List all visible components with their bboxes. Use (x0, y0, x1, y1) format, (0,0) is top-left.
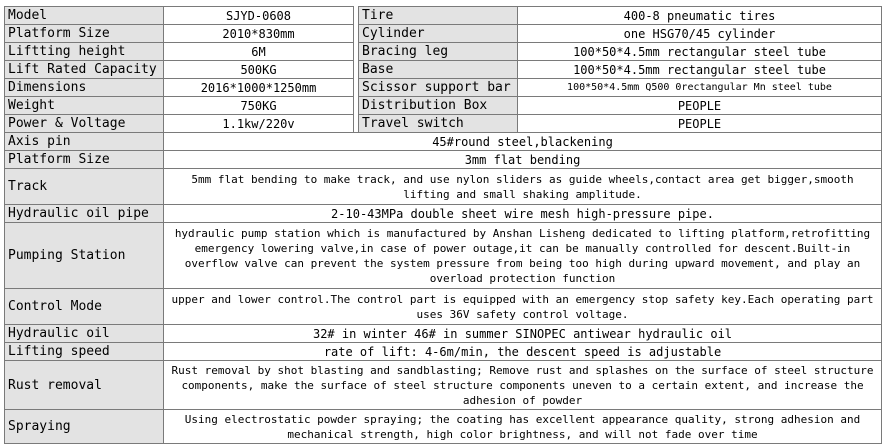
table-row (5, 151, 882, 169)
detail-label: Pumping Station (5, 223, 164, 289)
spec-label: Lift Rated Capacity (5, 61, 164, 79)
spec-sheet (4, 6, 881, 444)
detail-label: Platform Size (5, 151, 164, 169)
spec-value: 100*50*4.5mm rectangular steel tube (518, 43, 882, 61)
spec-value: 1.1kw/220v (164, 115, 354, 133)
spec-value: 100*50*4.5mm Q500 0rectangular Mn steel tube (518, 79, 882, 97)
spec-value: PEOPLE (518, 97, 882, 115)
spec-value: one HSG70/45 cylinder (518, 25, 882, 43)
spec-label: Distribution Box (359, 97, 518, 115)
spec-value: 400-8 pneumatic tires (518, 7, 882, 25)
table-row (5, 223, 882, 289)
detail-value: upper and lower control.The control part is equipped with an emergency stop safety key.Each operating part uses 36V safety control voltage. (164, 289, 882, 325)
detail-value: Using electrostatic powder spraying; the coating has excellent appearance quality, strong adhesion and mechanical strength, high color brightness, and will not fade over time (164, 410, 882, 444)
detail-label: Spraying (5, 410, 164, 444)
detail-label: Lifting speed (5, 343, 164, 361)
detail-label: Control Mode (5, 289, 164, 325)
detail-value: rate of lift: 4-6m/min, the descent speed is adjustable (164, 343, 882, 361)
detail-value: Rust removal by shot blasting and sandblasting; Remove rust and splashes on the surface of steel structure components, make the surface of steel structure components uneven to a certain extent, and increase the adhesion of powder (164, 361, 882, 410)
table-row (5, 7, 882, 25)
detail-label: Rust removal (5, 361, 164, 410)
table-row (5, 343, 882, 361)
spec-label: Cylinder (359, 25, 518, 43)
spec-label: Model (5, 7, 164, 25)
detail-value: 3mm flat bending (164, 151, 882, 169)
table-row (5, 205, 882, 223)
detail-value: 45#round steel,blackening (164, 133, 882, 151)
spec-label: Base (359, 61, 518, 79)
detail-label: Axis pin (5, 133, 164, 151)
table-row (5, 25, 882, 43)
table-row (5, 325, 882, 343)
table-row (5, 133, 882, 151)
spec-label: Scissor support bar (359, 79, 518, 97)
table-row (5, 61, 882, 79)
spec-label: Bracing leg (359, 43, 518, 61)
table-row (5, 361, 882, 410)
detail-value: 32# in winter 46# in summer SINOPEC antiwear hydraulic oil (164, 325, 882, 343)
spec-label: Dimensions (5, 79, 164, 97)
spec-value: 100*50*4.5mm rectangular steel tube (518, 61, 882, 79)
spec-label: Liftting height (5, 43, 164, 61)
spec-label: Platform Size (5, 25, 164, 43)
table-row (5, 169, 882, 205)
spec-label: Power & Voltage (5, 115, 164, 133)
table-row (5, 97, 882, 115)
spec-value: 750KG (164, 97, 354, 115)
detail-label: Hydraulic oil (5, 325, 164, 343)
spec-label: Weight (5, 97, 164, 115)
table-row (5, 79, 882, 97)
table-row (5, 115, 882, 133)
spec-value: 2010*830mm (164, 25, 354, 43)
table-row (5, 410, 882, 444)
spec-label: Tire (359, 7, 518, 25)
detail-label: Track (5, 169, 164, 205)
table-row (5, 289, 882, 325)
spec-value: PEOPLE (518, 115, 882, 133)
spec-value: 2016*1000*1250mm (164, 79, 354, 97)
spec-table (4, 6, 882, 444)
spec-value: SJYD-0608 (164, 7, 354, 25)
spec-label: Travel switch (359, 115, 518, 133)
detail-value: hydraulic pump station which is manufactured by Anshan Lisheng dedicated to lifting platform,retrofitting emergency lowering valve,in case of power outage,it can be manually controlled for descent.Built-in overflow valve can prevent the system pressure from being too high during upward movement, and play an overload protection function (164, 223, 882, 289)
table-row (5, 43, 882, 61)
detail-value: 2-10-43MPa double sheet wire mesh high-pressure pipe. (164, 205, 882, 223)
spec-value: 6M (164, 43, 354, 61)
detail-value: 5mm flat bending to make track, and use nylon sliders as guide wheels,contact area get bigger,smooth lifting and small shaking amplitude. (164, 169, 882, 205)
spec-value: 500KG (164, 61, 354, 79)
detail-label: Hydraulic oil pipe (5, 205, 164, 223)
